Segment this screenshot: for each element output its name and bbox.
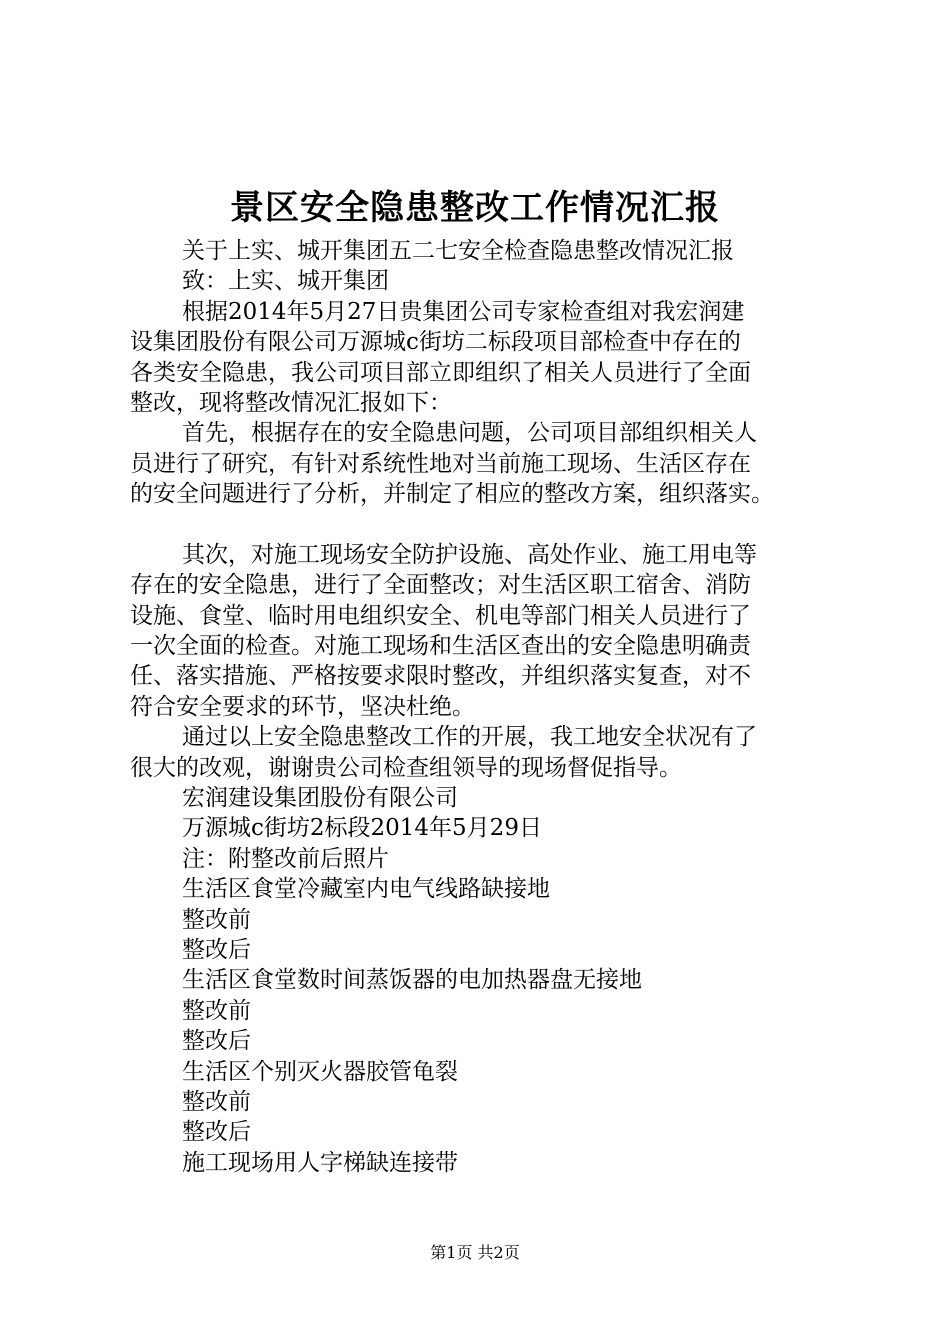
text-line: 生活区个别灭火器胶管龟裂	[182, 1058, 458, 1085]
text-line: 关于上实、城开集团五二七安全检查隐患整改情况汇报	[182, 238, 734, 264]
text-line: 整改后	[182, 1119, 251, 1146]
text-line: 整改后	[182, 936, 251, 963]
text-line: 整改前	[182, 1088, 251, 1115]
text-line: 整改后	[182, 1028, 251, 1055]
text-line: 其次，对施工现场安全防护设施、高处作业、施工用电等	[182, 541, 757, 568]
text-line: 通过以上安全隐患整改工作的开展，我工地安全状况有了	[182, 724, 757, 751]
text-line: 存在的安全隐患，进行了全面整改；对生活区职工宿舍、消防	[130, 572, 751, 599]
text-line: 首先，根据存在的安全隐患问题，公司项目部组织相关人	[182, 420, 757, 447]
text-line: 员进行了研究，有针对系统性地对当前施工现场、生活区存在	[130, 450, 751, 477]
text-line: 任、落实措施、严格按要求限时整改，并组织落实复查，对不	[130, 663, 751, 690]
text-line: 生活区食堂冷藏室内电气线路缺接地	[182, 876, 550, 903]
document-body	[130, 236, 830, 1178]
text-line: 设施、食堂、临时用电组织安全、机电等部门相关人员进行了	[130, 602, 751, 629]
text-line: 万源城c街坊2标段2014年5月29日	[182, 815, 542, 842]
text-line: 符合安全要求的环节，坚决杜绝。	[130, 693, 475, 720]
text-line: 整改前	[182, 997, 251, 1024]
text-line: 很大的改观，谢谢贵公司检查组领导的现场督促指导。	[130, 754, 682, 781]
text-line: 根据2014年5月27日贵集团公司专家检查组对我宏润建	[182, 298, 745, 325]
text-line: 各类安全隐患，我公司项目部立即组织了相关人员进行了全面	[130, 359, 751, 386]
document-title: 景区安全隐患整改工作情况汇报	[230, 188, 720, 228]
text-line: 的安全问题进行了分析，并制定了相应的整改方案，组织落实。	[130, 481, 774, 508]
text-line: 生活区食堂数时间蒸饭器的电加热器盘无接地	[182, 967, 642, 994]
text-line: 整改前	[182, 906, 251, 933]
text-line: 整改，现将整改情况汇报如下：	[130, 389, 452, 416]
page-footer: 第1页 共2页	[430, 1243, 520, 1262]
text-line: 设集团股份有限公司万源城c街坊二标段项目部检查中存在的	[130, 329, 741, 356]
text-line: 宏润建设集团股份有限公司	[182, 785, 458, 812]
text-line: 致：上实、城开集团	[182, 268, 389, 295]
text-line: 一次全面的检查。对施工现场和生活区查出的安全隐患明确责	[130, 633, 751, 660]
text-line: 施工现场用人字梯缺连接带	[182, 1149, 458, 1176]
blank-line	[130, 510, 830, 540]
text-line: 注：附整改前后照片	[182, 845, 389, 872]
